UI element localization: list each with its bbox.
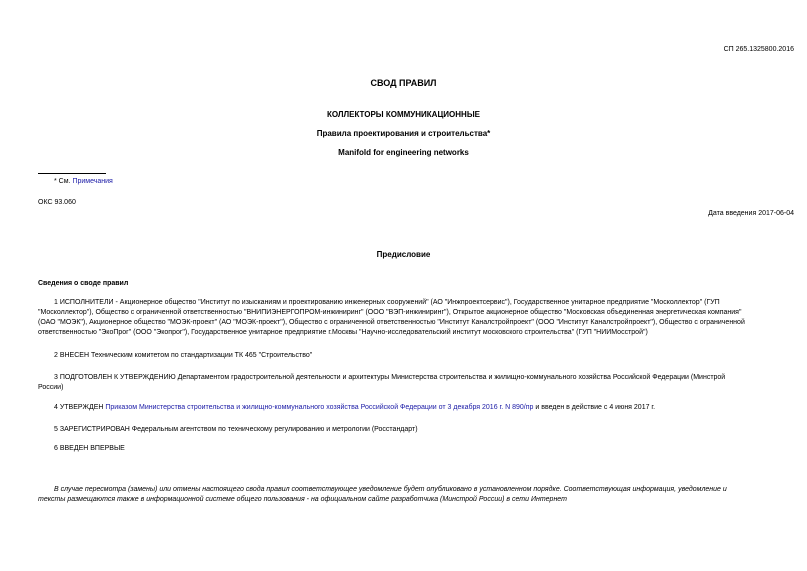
paragraph-3: [38, 373, 772, 393]
paragraph-4: [38, 403, 772, 413]
paragraph-4-prefix: 4 УТВЕРЖДЕН: [54, 404, 104, 411]
paragraph-2-text: 2 ВНЕСЕН Техническим комитетом по стандартизации ТК 465 "Строительство": [54, 352, 313, 359]
paragraph-6-text: 6 ВВЕДЕН ВПЕРВЫЕ: [54, 445, 125, 452]
oks-code: ОКС 93.060: [38, 199, 76, 206]
footnote-divider: [38, 173, 106, 174]
foreword-heading: Предисловие: [376, 250, 431, 259]
footnote-prefix: * См.: [54, 178, 71, 185]
paragraph-1-line-4: ответственностью "ЭкоПрог" (ООО "Экопрог"), Государственное унитарное предприятие г.Москвы "Научно-исследовательский институт московского строительства" (ГУП "НИИМосстрой"): [38, 329, 648, 336]
english-title: Manifold for engineering networks: [338, 148, 469, 157]
document-code: СП 265.1325800.2016: [723, 46, 794, 53]
paragraph-2: [38, 351, 772, 361]
introduction-date: Дата введения 2017-06-04: [708, 210, 794, 217]
paragraph-1-line-2: "Москоллектор"), Общество с ограниченной ответственностью "ВНИПИЭНЕРГОПРОМ-инжиниринг" (ООО "ВЭП-инжиниринг"), Открытое акционерное общество "Московская объединенная энергетическая компания": [38, 309, 742, 316]
foreword-subheading: Сведения о своде правил: [38, 280, 129, 287]
paragraph-1-line-1: 1 ИСПОЛНИТЕЛИ - Акционерное общество "Институт по изысканиям и проектированию инженерных сооружений" (АО "Инжпроектсервис"), Государственное унитарное предприятие "Москоллектор" (ГУП: [54, 299, 720, 306]
paragraph-3-line-1: 3 ПОДГОТОВЛЕН К УТВЕРЖДЕНИЮ Департаментом градостроительной деятельности и архитектуры Министерства строительства и жилищно-коммунального хозяйства Российской Федерации (Минстрой: [54, 374, 726, 381]
document-subtitle-2: Правила проектирования и строительства*: [316, 129, 491, 138]
paragraph-6: [38, 444, 772, 454]
notice-line-1: В случае пересмотра (замены) или отмены настоящего свода правил соответствующее уведомление будет опубликовано в установленном порядке. Соответствующая информация, уведомление и: [54, 486, 727, 493]
paragraph-5-text: 5 ЗАРЕГИСТРИРОВАН Федеральным агентством по техническому регулированию и метрологии (Росстандарт): [54, 426, 418, 433]
order-link[interactable]: Приказом Министерства строительства и жилищно-коммунального хозяйства Российской Федерации от 3 декабря 2016 г. N 890/пр: [105, 404, 534, 411]
footnote-link[interactable]: Примечания: [72, 178, 113, 185]
paragraph-3-line-2: России): [38, 384, 64, 391]
paragraph-5: [38, 425, 772, 435]
notice-paragraph: [38, 485, 772, 505]
document-title: СВОД ПРАВИЛ: [370, 78, 437, 88]
paragraph-4-suffix: и введен в действие с 4 июня 2017 г.: [535, 404, 656, 411]
document-subtitle: КОЛЛЕКТОРЫ КОММУНИКАЦИОННЫЕ: [327, 110, 480, 119]
paragraph-4-text: [38, 403, 772, 413]
paragraph-1-line-3: (ОАО "МОЭК"), Акционерное общество "МОЭК-проект" (АО "МОЭК-проект"), Общество с ограниченной ответственностью "Институт Каналстройпроект" (ООО "Институт Каналстройпроект"), Общество с ограниченной: [38, 319, 745, 326]
footnote: [54, 178, 113, 185]
notice-line-2: тексты размещаются также в информационной системе общего пользования - на официальном сайте разработчика (Минстрой России) в сети Интернет: [38, 496, 567, 503]
paragraph-1: [38, 298, 772, 338]
